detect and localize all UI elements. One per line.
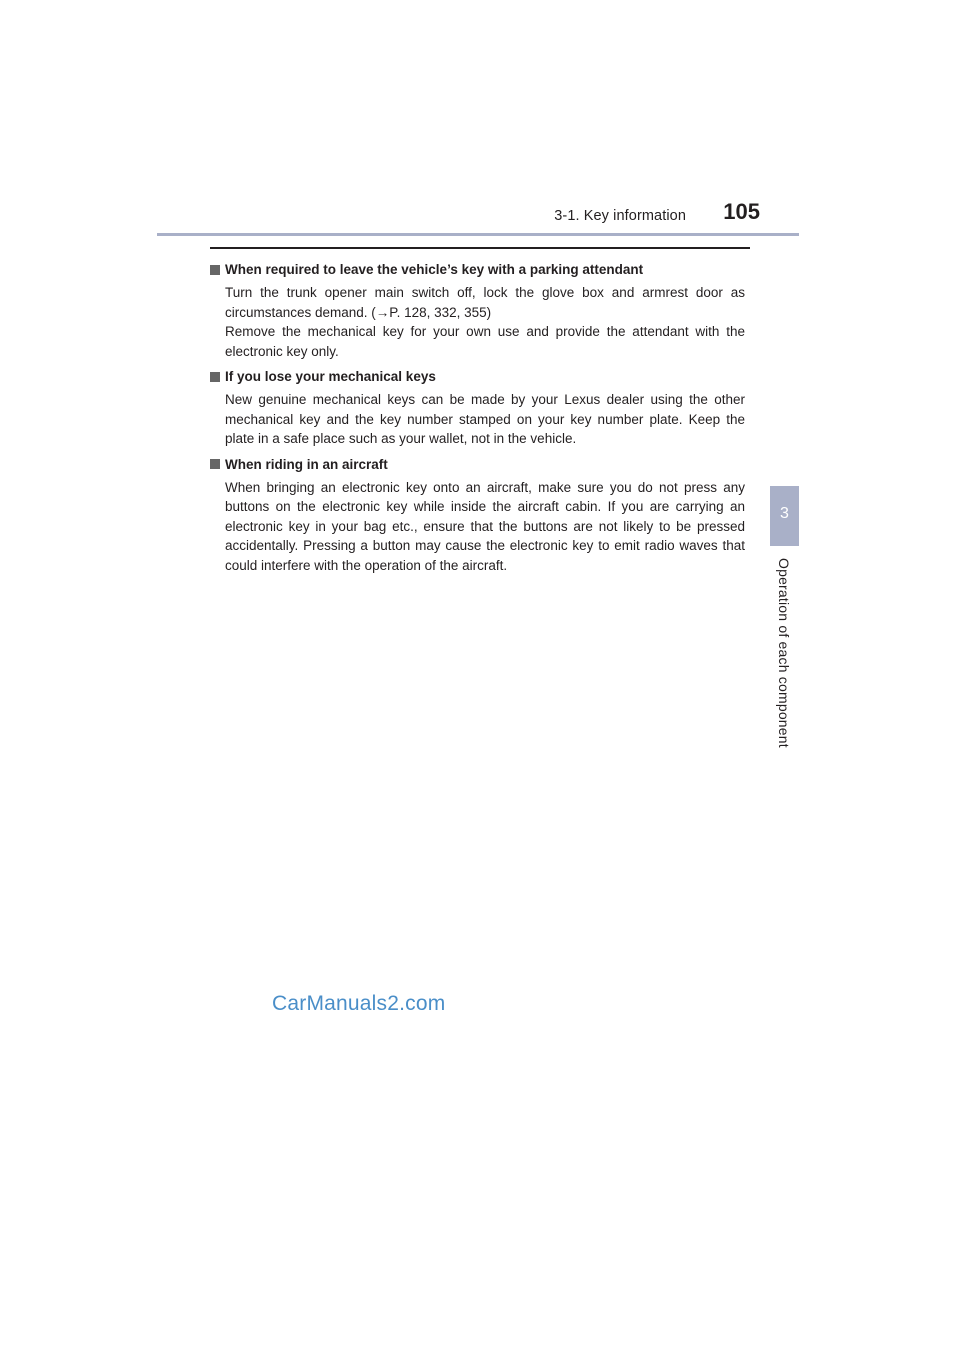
topic-body (225, 390, 745, 449)
square-bullet-icon (210, 459, 220, 469)
content (210, 262, 750, 583)
topic-heading-text: If you lose your mechanical keys (225, 369, 436, 384)
watermark[interactable]: CarManuals2.com (272, 992, 446, 1015)
header-rule (157, 233, 799, 236)
chapter-title-text: Operation of each component (776, 558, 792, 748)
topic-heading (210, 457, 750, 472)
topic-heading (210, 369, 750, 384)
chapter-tab[interactable]: 3 (770, 486, 799, 546)
topic-parking-attendant (210, 262, 750, 361)
paragraph: Turn the trunk opener main switch off, lock the glove box and armrest door as circumstances demand. (→P. 128, 332, 355) (225, 285, 745, 320)
topic-heading-text: When riding in an aircraft (225, 456, 388, 472)
topic-heading-text: When required to leave the vehicle’s key with a parking attendant (225, 262, 644, 277)
section-title: 3-1. Key information (554, 208, 686, 224)
topic-aircraft (210, 457, 750, 576)
square-bullet-icon (210, 372, 220, 382)
topic-lose-mechanical-keys (210, 369, 750, 449)
topic-heading (210, 262, 750, 277)
paragraph: New genuine mechanical keys can be made by your Lexus dealer using the other mechanical key and the key number stamped on your key number plate. Keep the plate in a safe place such as your wallet, not in the vehicle. (225, 392, 745, 446)
topic-body (225, 283, 745, 361)
topic-body (225, 478, 745, 576)
square-bullet-icon (210, 265, 220, 275)
paragraph: Remove the mechanical key for your own use and provide the attendant with the electronic key only. (225, 324, 745, 359)
chapter-title (775, 558, 795, 748)
content-rule (210, 247, 750, 249)
paragraph: When bringing an electronic key onto an aircraft, make sure you do not press any buttons on the electronic key while inside the aircraft cabin. If you are carrying an electronic key in your bag etc., ensure that the buttons are not likely to be pressed accidentally. Pressing a button may cause the electronic key to emit radio waves that could interfere with the operation of the aircraft. (225, 479, 745, 573)
page-number: 105 (723, 199, 760, 224)
